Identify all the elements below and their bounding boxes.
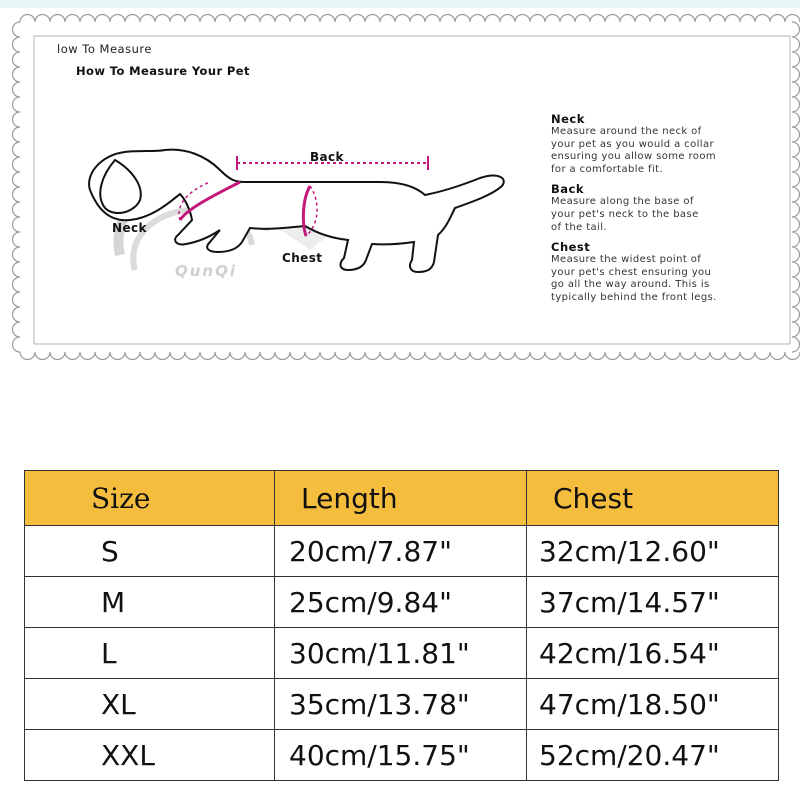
header-size: Size xyxy=(25,471,275,526)
table-row xyxy=(25,628,779,679)
cell-length: 20cm/7.87" xyxy=(275,526,527,577)
table-row xyxy=(25,577,779,628)
chest-label: Chest xyxy=(282,251,323,265)
note-title: Chest xyxy=(551,240,591,255)
note-title: Neck xyxy=(551,112,585,126)
cell-chest: 37cm/14.57" xyxy=(527,577,779,628)
table-row xyxy=(25,730,779,781)
measure-panel xyxy=(0,0,800,360)
table-header-row xyxy=(25,471,779,526)
note-text: Measure the widest point of your pet's chest ensuring you go all the way around. This is typically behind the front legs. xyxy=(551,254,717,303)
note-back xyxy=(551,182,781,234)
header-length: Length xyxy=(275,471,527,526)
page-subtitle: How To Measure Your Pet xyxy=(76,64,250,78)
cell-chest: 32cm/12.60" xyxy=(527,526,779,577)
cell-size: L xyxy=(25,628,275,679)
cell-length: 35cm/13.78" xyxy=(275,679,527,730)
cell-length: 30cm/11.81" xyxy=(275,628,527,679)
table-row xyxy=(25,679,779,730)
header-chest: Chest xyxy=(527,471,779,526)
table-row xyxy=(25,526,779,577)
neck-label: Neck xyxy=(112,221,147,235)
note-title: Back xyxy=(551,182,584,197)
cell-size: XL xyxy=(25,679,275,730)
cell-size: S xyxy=(25,526,275,577)
cell-chest: 52cm/20.47" xyxy=(527,730,779,781)
measurement-notes xyxy=(551,112,781,311)
cell-chest: 47cm/18.50" xyxy=(527,679,779,730)
cell-chest: 42cm/16.54" xyxy=(527,628,779,679)
cell-size: M xyxy=(25,577,275,628)
note-neck xyxy=(551,112,781,176)
size-chart-table xyxy=(24,470,779,781)
note-chest xyxy=(551,240,781,304)
watermark-text: QunQi xyxy=(175,262,238,280)
cell-size: XXL xyxy=(25,730,275,781)
note-text: Measure along the base of your pet's neck to the base of the tail. xyxy=(551,196,699,233)
back-label: Back xyxy=(310,150,344,164)
cell-length: 25cm/9.84" xyxy=(275,577,527,628)
header-title: low To Measure xyxy=(57,42,152,56)
cell-length: 40cm/15.75" xyxy=(275,730,527,781)
note-text: Measure around the neck of your pet as you would a collar ensuring you allow some room for a comfortable fit. xyxy=(551,126,716,175)
